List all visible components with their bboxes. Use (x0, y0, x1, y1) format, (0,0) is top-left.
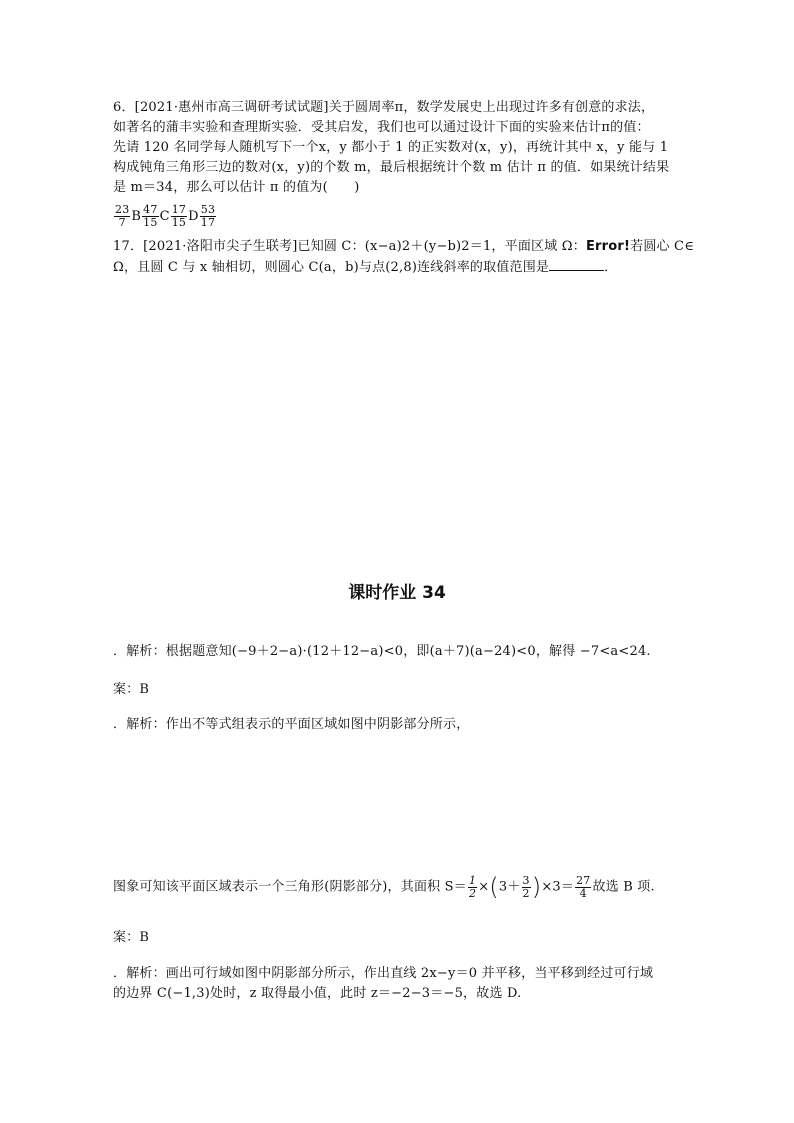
q6-line-4: 构成钝角三角形三边的数对(x，y)的个数 m，最后根据统计个数 m 估计 π 的值．如果统计结果 (113, 160, 670, 175)
option-c-label: C (159, 209, 170, 224)
fraction-three-halves: $\frac{3}{2}$ (522, 873, 530, 900)
left-paren: ( (489, 873, 499, 901)
solution-2-area: 图象可知该平面区域表示一个三角形(阴影部分)，其面积 S＝ $\frac{1}{2}$ ×(3＋ $\frac{3}{2}$ )×3＝ $\frac{27}{4}$ 故选 B 项. (113, 873, 655, 901)
q17-line-1: 17．[2021·洛阳市尖子生联考]已知圆 C：(x−a)2＋(y−b)2＝1，平面区域 Ω：Error!若圆心 C∈ (113, 239, 695, 254)
error-text: Error! (585, 239, 631, 254)
option-a-fraction: $\frac{23}{7}$ (115, 203, 130, 229)
answer-blank (549, 258, 604, 271)
q6-line-5: 是 m＝34，那么可以估计 π 的值为( ) (113, 180, 360, 195)
answer-1: 案：B (113, 682, 150, 697)
solution-1: ．解析：根据题意知(−9＋2−a)·(12＋12−a)<0，即(a＋7)(a−24)<0，解得 −7<a<24. (113, 644, 651, 659)
q6-options (113, 204, 217, 229)
option-b-fraction: $\frac{47}{15}$ (143, 203, 158, 229)
answer-2: 案：B (113, 930, 150, 945)
solution-3-line-1: ．解析：画出可行域如图中阴影部分所示，作出直线 2x−y＝0 并平移，当平移到经过可行域 (113, 966, 654, 981)
option-b-label: B (131, 209, 142, 224)
option-d-fraction: $\frac{53}{17}$ (200, 203, 216, 229)
solution-2: ．解析：作出不等式组表示的平面区域如图中阴影部分所示， (113, 717, 470, 732)
q6-line-2: 如著名的蒲丰实验和查理斯实验．受其启发，我们也可以通过设计下面的实验来估计π的值： (113, 120, 650, 135)
section-title: 课时作业 34 (348, 583, 446, 603)
fraction-half: $\frac{1}{2}$ (468, 873, 477, 900)
fraction-27-4: $\frac{27}{4}$ (576, 873, 591, 900)
solution-3-line-2: 的边界 C(−1,3)处时，z 取得最小值，此时 z＝−2−3＝−5，故选 D. (113, 986, 522, 1001)
option-d-label: D (188, 209, 199, 224)
q6-line-3: 先请 120 名同学每人随机写下一个x，y 都小于 1 的正实数对(x，y)，再统计其中 x，y 能与 1 (113, 140, 669, 155)
q17-line-2: Ω，且圆 C 与 x 轴相切，则圆心 C(a，b)与点(2,8)连线斜率的取值范围是 ． (113, 260, 618, 275)
q6-line-1: 6．[2021·惠州市高三调研考试试题]关于圆周率π，数学发展史上出现过许多有创意的求法， (113, 100, 655, 115)
option-c-fraction: $\frac{17}{15}$ (171, 203, 187, 229)
right-paren: ) (531, 873, 542, 901)
